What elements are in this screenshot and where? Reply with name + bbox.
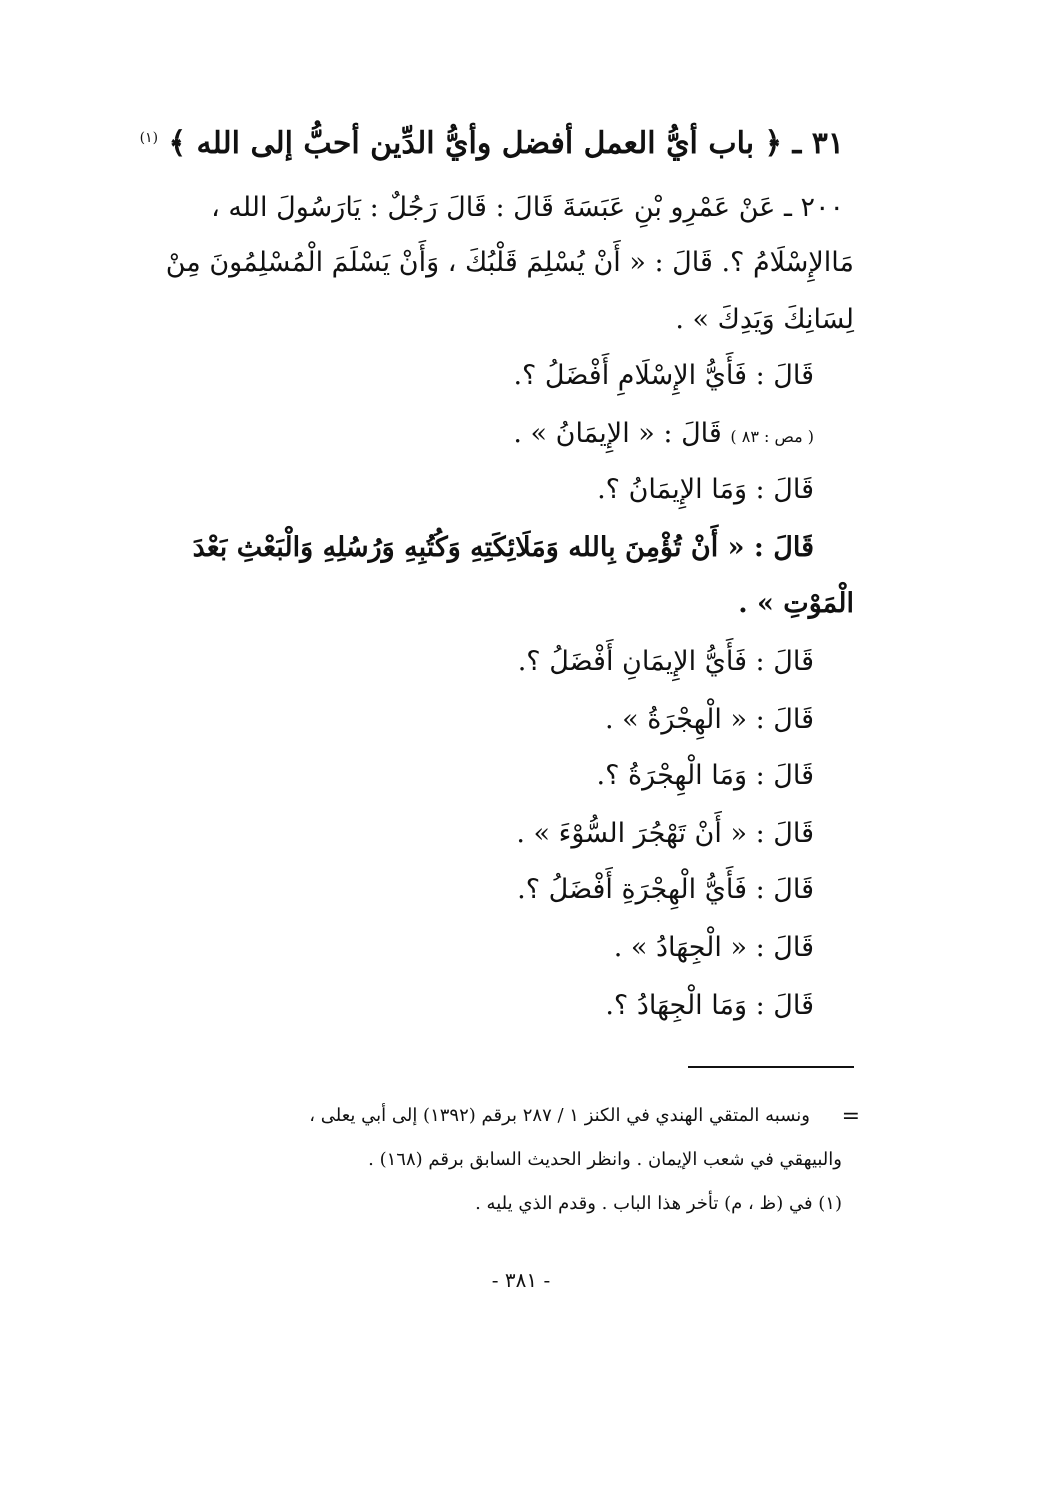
footnote-marker: (١): [139, 130, 159, 146]
hadith-intro-line-1: ٢٠٠ ـ عَنْ عَمْرِو بْنِ عَبَسَةَ قَالَ : قَالَ رَجُلٌ : يَارَسُولَ الله ،: [211, 192, 844, 223]
dialogue-line-12: قَالَ : وَمَا الْجِهَادُ ؟.: [605, 990, 814, 1021]
dialogue-line-5: الْمَوْتِ » .: [738, 588, 854, 619]
footnote-separator: [688, 1066, 854, 1068]
footnote-line-1: ونسبه المتقي الهندي في الكنز ١ / ٢٨٧ برقم (١٣٩٢) إلى أبي يعلى ،: [309, 1105, 810, 1126]
page-reference: ( مص : ٨٣ ): [730, 427, 814, 446]
hadith-intro-line-3: لِسَانِكَ وَيَدِكَ » .: [675, 304, 854, 335]
dialogue-line-4: قَالَ : « أَنْ تُؤْمِنَ بِالله وَمَلَائِكَتِهِ وَكُتُبِهِ وَرُسُلِهِ وَالْبَعْثِ بَعْدَ: [192, 532, 814, 563]
hadith-intro-line-2: [166, 243, 854, 283]
hadith-intro-line-2-text: مَاالإِسْلَامُ ؟. قَالَ : « أَنْ يُسْلِمَ قَلْبُكَ ، وَأَنْ يَسْلَمَ الْمُسْلِمُونَ مِنْ: [165, 247, 854, 278]
page-number: - ٣٨١ -: [491, 1268, 551, 1292]
dialogue-line-1: قَالَ : فَأَيُّ الإِسْلَامِ أَفْضَلُ ؟.: [513, 360, 814, 391]
footnote-line-3: (١) في (ظ ، م) تأخر هذا الباب . وقدم الذي يليه .: [475, 1193, 842, 1214]
dialogue-line-7: قَالَ : « الْهِجْرَةُ » .: [604, 704, 814, 735]
footnote-line-2: والبيهقي في شعب الإيمان . وانظر الحديث السابق برقم (١٦٨) .: [368, 1149, 842, 1170]
dialogue-line-6: قَالَ : فَأَيُّ الإِيمَانِ أَفْضَلُ ؟.: [517, 646, 814, 677]
dialogue-line-2: [513, 414, 814, 457]
dialogue-line-2-text: قَالَ : « الإِيمَانُ » .: [513, 418, 722, 449]
dialogue-line-9: قَالَ : « أَنْ تَهْجُرَ السُّوْءَ » .: [516, 818, 814, 849]
dialogue-line-10: قَالَ : فَأَيُّ الْهِجْرَةِ أَفْضَلُ ؟.: [517, 874, 814, 905]
dialogue-line-3: قَالَ : وَمَا الإِيمَانُ ؟.: [597, 474, 814, 505]
dialogue-line-11: قَالَ : « الْجِهَادُ » .: [613, 932, 814, 963]
dialogue-line-8: قَالَ : وَمَا الْهِجْرَةُ ؟.: [596, 760, 814, 791]
chapter-title-text: ٣١ ـ ﴿ باب أيُّ العمل أفضل وأيُّ الدِّين أحبُّ إلى الله ﴾: [168, 126, 844, 161]
footnote-continuation-mark: =: [841, 1104, 860, 1129]
chapter-title: [139, 118, 844, 164]
